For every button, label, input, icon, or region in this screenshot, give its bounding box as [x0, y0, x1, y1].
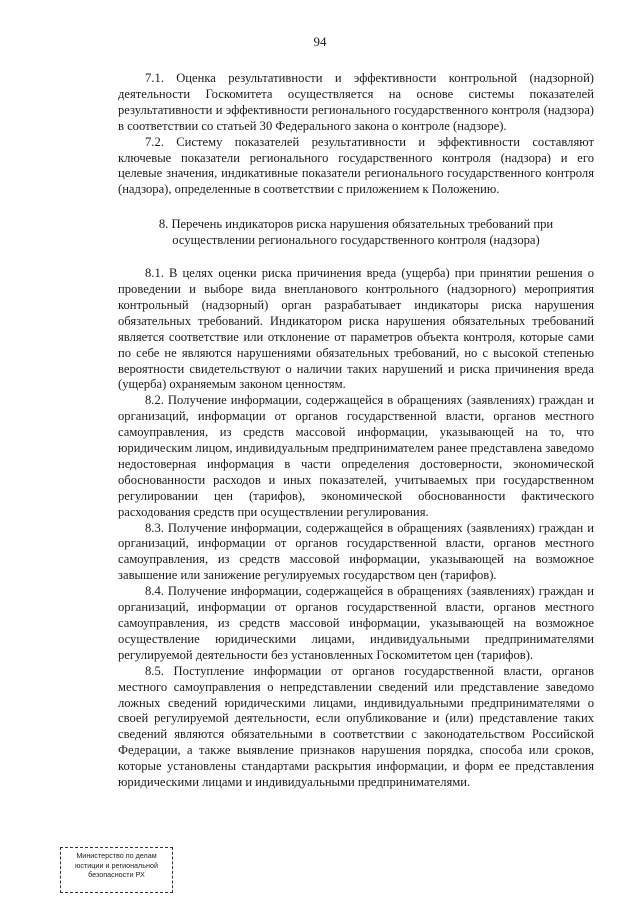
page-number: 94: [313, 34, 327, 49]
section-8-heading-line-1: 8. Перечень индикаторов риска нарушения обязательных требований при: [158, 217, 554, 232]
document-body: [118, 71, 594, 791]
section-8-heading-line-2: осуществлении регионального государственного контроля (надзора): [172, 233, 540, 248]
paragraph-8-5: 8.5. Поступление информации от органов государственной власти, органов местного самоуправления о непредставлении сведений или представление заведомо ложных сведений юридическими лицами, индивидуальными предпринимателями о своей регулируемой деятельности, если опубликование и (или) представление таких сведений являются обязательными в соответствии с законодательством Российской Федерации, а также выявление признаков нарушения порядка, способа или сроков, которые установлены стандартами раскрытия информации, и форм ее представления юридическими лицами и индивидуальными предпринимателями.: [118, 663, 594, 790]
paragraph-8-2: 8.2. Получение информации, содержащейся в обращениях (заявлениях) граждан и организаций, информации от органов государственной власти, органов местного самоуправления, из средств массовой информации, указывающей на то, что юридическим лицом, индивидуальным предпринимателем ранее представлена заведомо недостоверная информация в части определения достоверности, экономической обоснованности расходов и иных показателей, учитываемых при государственном регулировании цен (тарифов), экономической обоснованности фактического расходования средств при осуществлении регулирования.: [118, 393, 594, 519]
ministry-stamp: [60, 847, 173, 893]
paragraph-8-3: 8.3. Получение информации, содержащейся в обращениях (заявлениях) граждан и организаций, информации от органов государственной власти, органов местного самоуправления, из средств массовой информации, указывающей на возможное завышение или занижение регулируемых государством цен (тарифов).: [118, 520, 594, 583]
stamp-line-3: безопасности РХ: [88, 870, 145, 879]
stamp-line-1: Министерство по делам: [76, 851, 157, 860]
section-8-heading: [118, 217, 594, 249]
paragraph-8-4: 8.4. Получение информации, содержащейся в обращениях (заявлениях) граждан и организаций, информации от органов государственной власти, органов местного самоуправления, из средств массовой информации, указывающей на возможное осуществление юридическими лицами, индивидуальными предпринимателями регулируемой деятельности без установленных Госкомитетом цен (тарифов).: [118, 584, 594, 662]
stamp-line-2: юстиции и региональной: [75, 860, 158, 870]
paragraph-7-2: 7.2. Систему показателей результативности и эффективности составляют ключевые показатели регионального государственного контроля (надзора) и его целевые значения, индикативные показатели регионального государственного контроля (надзора), определенные в соответствии с приложением к Положению.: [118, 134, 594, 197]
paragraph-7-1: 7.1. Оценка результативности и эффективности контрольной (надзорной) деятельности Госкомитета осуществляется на основе системы показателей результативности и эффективности регионального государственного контроля (надзора) в соответствии со статьей 30 Федерального закона о контроле (надзоре).: [118, 71, 594, 133]
paragraph-8-1: 8.1. В целях оценки риска причинения вреда (ущерба) при принятии решения о проведении и выборе вида внепланового контрольного (надзорного) мероприятия контрольный (надзорный) орган разрабатывает индикаторы риска нарушения обязательных требований. Индикатором риска нарушения обязательных требований является соответствие или отклонение от параметров объекта контроля, которые сами по себе не являются нарушениями обязательных требований, но с высокой степенью вероятности свидетельствуют о наличии таких нарушений и риска причинения вреда (ущерба) охраняемым законом ценностям.: [118, 266, 594, 392]
